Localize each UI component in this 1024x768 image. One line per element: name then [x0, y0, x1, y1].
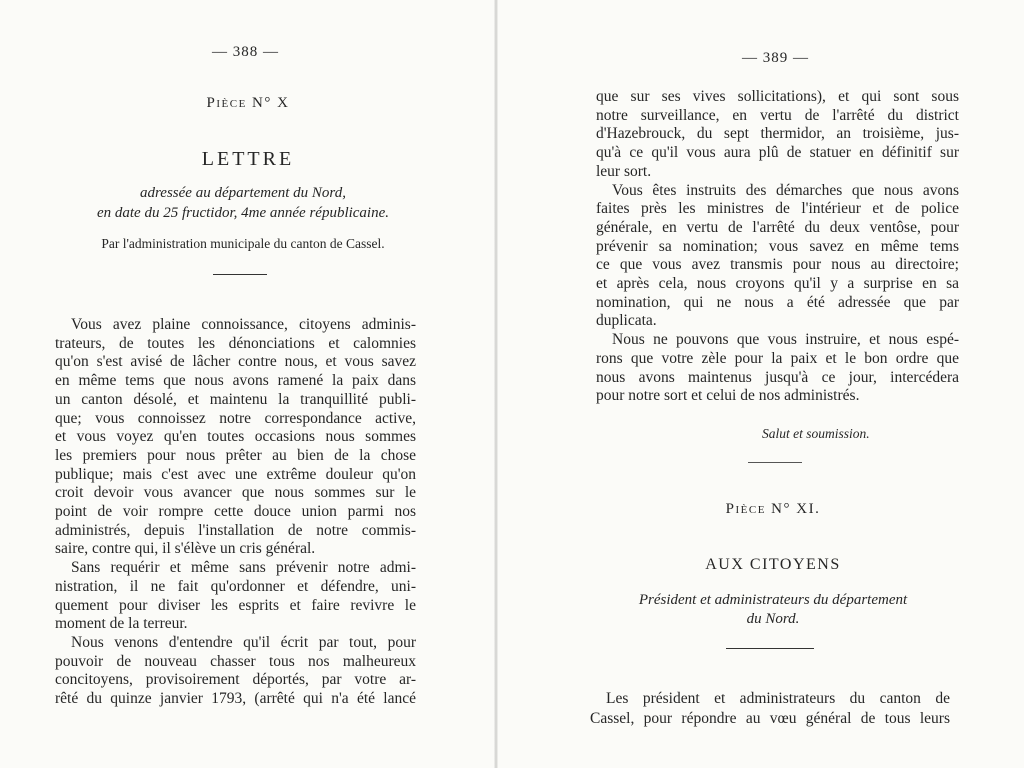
text-line: et après cela, nous croyons qu'il y a surprise en sa: [596, 275, 959, 293]
text-line: nistration, il ne fait qu'ordonner et défendre, uni-: [55, 577, 416, 595]
text-line: les premiers pour nous prêter au bien de la chose: [55, 446, 416, 464]
text-line: d'Hazebrouck, du sept thermidor, an troisième, jus-: [596, 125, 959, 143]
text-line: ce que vous avez transmis pour nous au directoire;: [596, 256, 959, 274]
closing-salutation: Salut et soumission.: [762, 426, 870, 441]
text-line: nous avons maintenus jusqu'à ce jour, intercédera: [596, 368, 959, 386]
right-final-text: [590, 689, 950, 729]
text-line: rêté du quinze janvier 1793, (arrêté qui n'a été lancé: [55, 690, 416, 708]
text-line: notre surveillance, en vertu de l'arrêté du district: [596, 106, 959, 124]
text-line: concitoyens, provisoirement déportés, par votre ar-: [55, 671, 416, 689]
text-line: saire, contre qui, il s'élève un cris général.: [55, 540, 316, 558]
text-line: en même tems que nous avons ramené la paix dans: [55, 372, 416, 390]
text-line: que; vous connoissez notre correspondance active,: [55, 409, 416, 427]
text-line: croit devoir vous avancer que nous sommes sur le: [55, 484, 416, 502]
left-page: [0, 0, 496, 768]
section-rule: [726, 648, 814, 649]
piece-label: Pièce N° XI.: [725, 501, 821, 517]
text-line: générale, en vertu de l'arrêté du deux ventôse, pour: [596, 218, 959, 236]
text-line: rons que votre zèle pour la paix et le bon ordre que: [596, 349, 959, 367]
page-number: — 388 —: [212, 44, 279, 60]
text-line: qu'à ce qu'il vous aura plû de statuer en définitif sur: [596, 144, 959, 162]
ornament-rule: [748, 462, 802, 463]
address-title: AUX CITOYENS: [705, 556, 841, 573]
text-line: pour notre sort et celui de nos administrés.: [596, 387, 860, 405]
piece-label: Pièce N° X: [206, 95, 290, 111]
text-line: Les président et administrateurs du canton de: [606, 690, 950, 707]
text-line: leur sort.: [596, 162, 652, 180]
text-line: et vous voyez qu'en toutes occasions nous sommes: [55, 428, 416, 446]
text-line: duplicata.: [596, 312, 657, 330]
text-line: qu'on s'est avisé de lâcher contre nous, et vous savez: [55, 353, 416, 371]
text-line: administrés, depuis l'installation de notre commis-: [55, 521, 416, 539]
text-line: moment de la terreur.: [55, 615, 188, 633]
text-line: faites près les ministres de l'intérieur et de police: [596, 200, 959, 218]
page-number: — 389 —: [742, 50, 809, 66]
text-line: Vous avez plaine connoissance, citoyens adminis-: [71, 316, 416, 333]
text-line: un canton désolé, et maintenu la tranquillité publi-: [55, 390, 416, 408]
right-body-text: [596, 88, 959, 406]
text-line: point de voir rompre cette douce union parmi nos: [55, 503, 416, 521]
section-rule: [213, 274, 267, 275]
text-line: que sur ses vives sollicitations), et qui sont sous: [596, 88, 959, 105]
text-line: Sans requérir et même sans prévenir notre admi-: [71, 559, 416, 577]
subtitle-line-2: en date du 25 fructidor, 4me année républicaine.: [96, 205, 390, 221]
subtitle-line-1: adressée au département du Nord,: [140, 185, 346, 201]
subtitle-line-1: Président et administrateurs du département: [638, 592, 908, 608]
text-line: quement pour diviser les esprits et faire revivre le: [55, 596, 416, 614]
left-body-text: [55, 316, 416, 709]
text-line: trateurs, de toutes les dénonciations et calomnies: [55, 334, 416, 352]
text-line: Cassel, pour répondre au vœu général de tous leurs: [590, 710, 950, 727]
text-line: prévenir sa nomination; vous savez en même tems: [596, 237, 959, 255]
text-line: publique; mais c'est avec une extrême douleur qu'on: [55, 465, 416, 483]
text-line: Vous êtes instruits des démarches que nous avons: [612, 181, 959, 199]
text-line: pouvoir de nouveau chasser tous nos malheureux: [55, 652, 416, 670]
subtitle-line-2: du Nord.: [746, 611, 800, 627]
right-page: [496, 0, 1024, 768]
text-line: nomination, qui ne nous a été adressée que par: [596, 293, 959, 311]
letter-title: LETTRE: [201, 148, 295, 170]
text-line: Nous ne pouvons que vous instruire, et nous espé-: [612, 331, 959, 349]
byline: Par l'administration municipale du canton de Cassel.: [101, 236, 385, 251]
text-line: Nous venons d'entendre qu'il écrit par tout, pour: [71, 633, 416, 651]
